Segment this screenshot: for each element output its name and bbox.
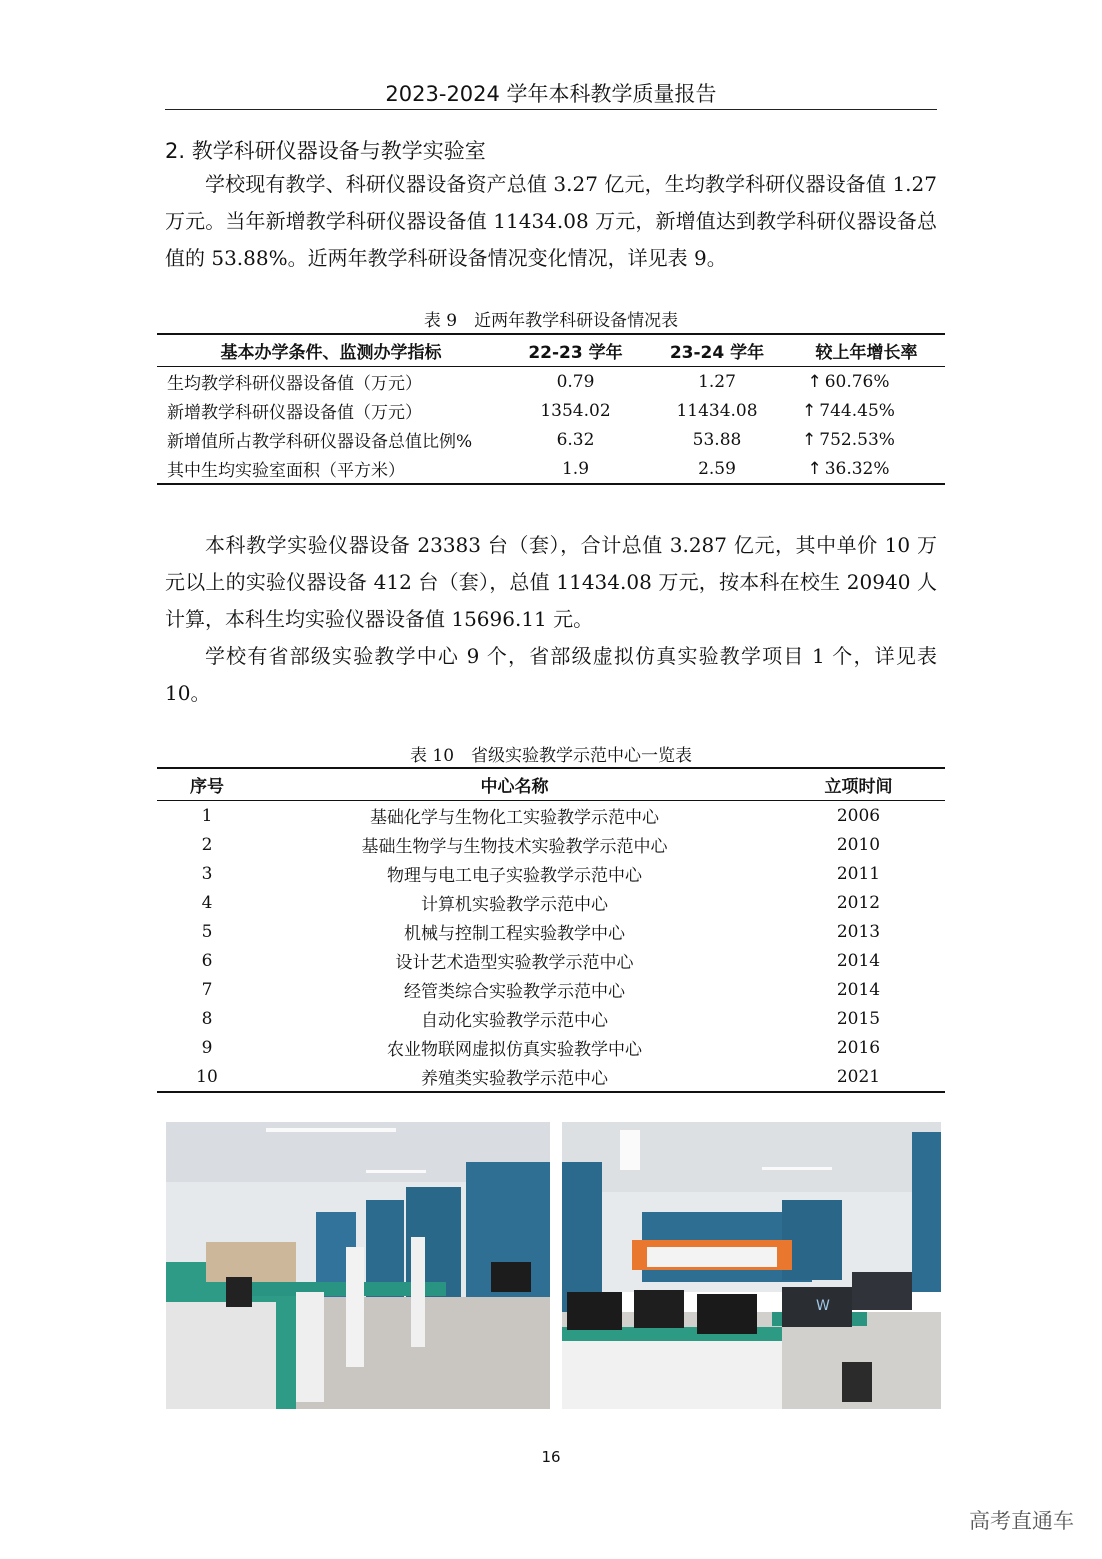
table9-cell-indicator: 生均教学科研仪器设备值（万元） (167, 374, 422, 394)
table9-cell-growth (788, 367, 945, 397)
report-header-title: 2023-2024 学年本科教学质量报告 (385, 82, 717, 106)
table10-row (157, 946, 945, 975)
table10-header-row (157, 768, 945, 801)
table10-cell-name: 基础生物学与生物技术实验教学示范中心 (361, 837, 668, 857)
growth-value: 752.53% (819, 429, 895, 450)
table10-cell-year: 2006 (836, 805, 881, 826)
table10-row (157, 830, 945, 859)
table9-cell-2223: 1.9 (505, 454, 646, 484)
table9-caption: 表 9 近两年教学科研设备情况表 (423, 311, 679, 331)
table10-cell-name: 计算机实验教学示范中心 (421, 895, 608, 915)
paragraph-equipment-value: 学校现有教学、科研仪器设备资产总值 3.27 亿元，生均教学科研仪器设备值 1.27 万元。当年新增教学科研仪器设备值 11434.08 万元，新增值达到教学科研仪器设备总值的 53.88%。近两年教学科研设备情况变化情况，详见表 9。 (165, 172, 937, 270)
table10-cell-year: 2015 (836, 1008, 881, 1029)
table10-cell-year: 2011 (836, 863, 881, 884)
arrow-up-icon: ↑ (807, 458, 822, 479)
lab-photo-robotics-image (166, 1122, 550, 1409)
table10-row (157, 1033, 945, 1062)
growth-value: 60.76% (824, 371, 890, 392)
table10-cell-name: 物理与电工电子实验教学示范中心 (387, 866, 642, 886)
paragraph-teaching-centers: 学校有省部级实验教学中心 9 个，省部级虚拟仿真实验教学项目 1 个，详见表 10。 (165, 644, 937, 705)
paragraph-lab-equipment: 本科教学实验仪器设备 23383 台（套），合计总值 3.287 亿元，其中单价 10 万元以上的实验仪器设备 412 台（套），总值 11434.08 万元，按本科在校生 20940 人计算，本科生均实验仪器设备值 15696.11 元。 (165, 533, 937, 631)
table10-row (157, 888, 945, 917)
table10-row (157, 1004, 945, 1033)
section-heading: 2. 教学科研仪器设备与教学实验室 (165, 139, 486, 163)
table10-row (157, 859, 945, 888)
table10-cell-index: 5 (201, 921, 213, 942)
table10-cell-index: 1 (201, 805, 213, 826)
arrow-up-icon: ↑ (802, 400, 817, 421)
table9-row (157, 425, 945, 454)
table9-cell-indicator: 新增值所占教学科研仪器设备总值比例% (167, 432, 473, 452)
table9-row (157, 396, 945, 425)
table9-cell-growth (788, 425, 945, 454)
growth-value: 744.45% (819, 400, 895, 421)
table9-cell-indicator: 新增教学科研仪器设备值（万元） (167, 403, 422, 423)
table9-cell-2324: 1.27 (698, 371, 736, 392)
table9-header-2324: 23-24 学年 (646, 334, 788, 367)
table10-row (157, 917, 945, 946)
table10-cell-name: 经管类综合实验教学示范中心 (404, 982, 625, 1002)
table10-header-year: 立项时间 (772, 768, 945, 801)
table9-cell-2324: 11434.08 (676, 400, 758, 421)
table10-cell-index: 4 (201, 892, 213, 913)
table9-header-growth: 较上年增长率 (788, 334, 945, 367)
table9-header-indicator: 基本办学条件、监测办学指标 (157, 334, 505, 367)
table10-cell-index: 8 (201, 1008, 213, 1029)
arrow-up-icon: ↑ (802, 429, 817, 450)
table10 (157, 767, 945, 1093)
table9-header-2223: 22-23 学年 (505, 334, 646, 367)
table9-cell-2223: 1354.02 (540, 400, 611, 421)
table9-cell-growth (788, 454, 945, 484)
table9-cell-indicator: 其中生均实验室面积（平方米） (157, 454, 505, 484)
table10-cell-name: 养殖类实验教学示范中心 (257, 1062, 772, 1092)
table9-cell-2324: 2.59 (646, 454, 788, 484)
table9-cell-2324: 53.88 (692, 429, 742, 450)
table10-cell-year: 2012 (836, 892, 881, 913)
table10-cell-index: 10 (157, 1062, 257, 1092)
arrow-up-icon: ↑ (807, 371, 822, 392)
table10-row (157, 801, 945, 831)
table9 (157, 333, 945, 485)
growth-value: 36.32% (824, 458, 890, 479)
table10-cell-name: 机械与控制工程实验教学中心 (404, 924, 625, 944)
lab-photo-computer-image (562, 1122, 941, 1409)
table10-cell-index: 3 (201, 863, 213, 884)
table10-cell-name: 基础化学与生物化工实验教学示范中心 (370, 808, 659, 828)
header-rule (165, 109, 937, 110)
table9-cell-2223: 6.32 (556, 429, 595, 450)
table10-cell-year: 2021 (772, 1062, 945, 1092)
table10-cell-name: 农业物联网虚拟仿真实验教学中心 (387, 1040, 642, 1060)
table10-caption: 表 10 省级实验教学示范中心一览表 (409, 746, 693, 766)
table10-cell-name: 设计艺术造型实验教学示范中心 (395, 953, 634, 973)
equipment-case-logo: W (816, 1298, 830, 1314)
table9-row (157, 454, 945, 484)
table10-cell-index: 2 (201, 834, 213, 855)
table10-cell-name: 自动化实验教学示范中心 (421, 1011, 608, 1031)
watermark: 高考直通车 (969, 1509, 1074, 1533)
table9-header-row (157, 334, 945, 367)
page-number: 16 (541, 1448, 561, 1466)
table10-header-name: 中心名称 (257, 768, 772, 801)
table9-cell-growth (788, 396, 945, 425)
table10-cell-year: 2016 (836, 1037, 881, 1058)
table10-row (157, 1062, 945, 1092)
table10-cell-index: 6 (201, 950, 213, 971)
table10-cell-index: 7 (201, 979, 213, 1000)
table10-row (157, 975, 945, 1004)
table9-row (157, 367, 945, 397)
table10-header-index: 序号 (157, 768, 257, 801)
lab-photo-robotics (166, 1122, 550, 1409)
table10-cell-year: 2010 (836, 834, 881, 855)
table10-cell-year: 2014 (836, 950, 881, 971)
table10-cell-year: 2013 (836, 921, 881, 942)
table9-cell-2223: 0.79 (556, 371, 595, 392)
table10-cell-index: 9 (201, 1037, 213, 1058)
lab-photo-computer (562, 1122, 941, 1409)
table10-cell-year: 2014 (836, 979, 881, 1000)
